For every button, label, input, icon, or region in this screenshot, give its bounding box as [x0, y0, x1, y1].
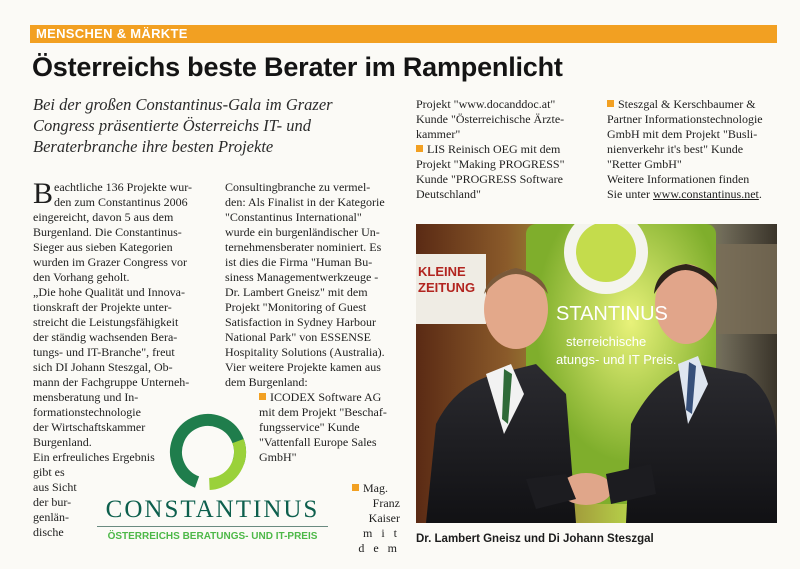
- text-line: mit dem Projekt "Beschaf-: [259, 405, 387, 419]
- text-line: der bur-: [33, 495, 72, 509]
- text-line: genlän-: [33, 510, 69, 524]
- text-line: Projekt "Making PROGRESS": [416, 157, 565, 171]
- text-line: mann der Fachgruppe Unterneh-: [33, 375, 190, 389]
- text-line: ternehmensberater nominiert. Es: [225, 240, 382, 254]
- article-column-4: [607, 97, 777, 202]
- text-line: Franz: [372, 496, 400, 510]
- more-info-prefix: Sie unter: [607, 187, 653, 201]
- bullet-item-kaiser: [352, 481, 400, 556]
- text-line: Burgenland.: [33, 435, 92, 449]
- bullet-square-icon: [352, 484, 359, 491]
- text-line: "Vattenfall Europe Sales: [259, 435, 377, 449]
- text-line: den zum Constantinus 2006: [54, 195, 188, 209]
- text-line: Dr. Lambert Gneisz" mit dem: [225, 285, 368, 299]
- text-line: siness Managementwerkzeuge -: [225, 270, 379, 284]
- text-line: GmbH": [259, 450, 297, 464]
- award-photo: [416, 224, 777, 523]
- text-line: Deutschland": [416, 187, 481, 201]
- article-column-3: [416, 97, 596, 202]
- text-line: tionskraft der Projekte unter-: [33, 300, 172, 314]
- photo-caption: Dr. Lambert Gneisz und Di Johann Steszgal: [416, 533, 654, 545]
- text-line: National Park" von ESSENSE: [225, 330, 371, 344]
- logo-wordmark: CONSTANTINUS: [105, 496, 320, 523]
- text-line: den: Als Finalist in der Kategorie: [225, 195, 385, 209]
- text-line: „Die hohe Qualität und Innova-: [33, 285, 185, 299]
- subhead-line: Congress präsentierte Österreichs IT- und: [33, 116, 312, 135]
- text-line: tungs- und IT-Branche", freut: [33, 345, 175, 359]
- text-line: m i t: [362, 526, 400, 540]
- text-line: der Wirtschaftskammer: [33, 420, 146, 434]
- text-line: LIS Reinisch OEG mit dem: [427, 142, 561, 156]
- logo-tagline: ÖSTERREICHS BERATUNGS- UND IT-PREIS: [107, 531, 318, 542]
- text-line: Projekt "www.docanddoc.at": [416, 97, 556, 111]
- text-line: Mag.: [363, 481, 388, 495]
- text-line: aus Sicht: [33, 480, 77, 494]
- text-line: wurden im Grazer Congress vor: [33, 255, 187, 269]
- text-line: "Retter GmbH": [607, 157, 682, 171]
- text-line: Weitere Informationen finden: [607, 172, 750, 186]
- bullet-square-icon: [607, 100, 614, 107]
- bullet-square-icon: [416, 145, 423, 152]
- text-line: mensberatung und In-: [33, 390, 139, 404]
- text-line: dem Burgenland:: [225, 375, 308, 389]
- constantinus-logo: [95, 412, 330, 552]
- text-line: Steszgal & Kerschbaumer &: [618, 97, 756, 111]
- text-line: eingereicht, davon 5 aus dem: [33, 210, 174, 224]
- text-line: Sieger aus sieben Kategorien: [33, 240, 173, 254]
- text-line: gibt es: [33, 465, 65, 479]
- text-line: formationstechnologie: [33, 405, 141, 419]
- svg-text:ZEITUNG: ZEITUNG: [418, 280, 476, 295]
- more-info-line: [607, 187, 777, 202]
- text-line: d e m: [358, 541, 400, 555]
- text-line: Kunde "Österreichische Ärzte-: [416, 112, 565, 126]
- text-line: "Constantinus International": [225, 210, 362, 224]
- text-line: ICODEX Software AG: [270, 390, 382, 404]
- text-line: Vier weitere Projekte kamen aus: [225, 360, 381, 374]
- text-line: Consultingbranche zu vermel-: [225, 180, 371, 194]
- text-line: Burgenland. Die Constantinus-: [33, 225, 182, 239]
- bullet-square-icon: [259, 393, 266, 400]
- text-line: nienverkehr it's best" Kunde: [607, 142, 744, 156]
- sign-text: atungs- und IT Preis.: [556, 352, 677, 367]
- text-line: dische: [33, 525, 64, 539]
- text-line: kammer": [416, 127, 461, 141]
- website-link[interactable]: www.constantinus.net: [653, 187, 759, 201]
- text-line: eachtliche 136 Projekte wur-: [54, 180, 193, 194]
- text-line: den Vorhang geholt.: [33, 270, 130, 284]
- section-bar: [30, 25, 777, 43]
- logo-divider: [97, 526, 328, 527]
- drop-cap: B: [33, 177, 54, 210]
- text-line: der ständig wachsenden Bera-: [33, 330, 178, 344]
- subhead-line: Bei der großen Constantinus-Gala im Grazer: [33, 95, 333, 114]
- subhead-line: Beraterbranche ihre besten Projekte: [33, 137, 274, 156]
- subhead: [33, 94, 393, 157]
- text-line: Satisfaction in Sydney Harbour: [225, 315, 376, 329]
- text-line: Projekt "Monitoring of Guest: [225, 300, 367, 314]
- text-line: GmbH mit dem Projekt "Busli-: [607, 127, 758, 141]
- sign-text: sterreichische: [566, 334, 647, 349]
- text-line: fungsservice" Kunde: [259, 420, 360, 434]
- text-line: ist dies die Firma "Human Bu-: [225, 255, 373, 269]
- text-line: streicht die Leistungsfähigkeit: [33, 315, 179, 329]
- banner-text: KLEINE: [418, 264, 466, 279]
- text-line: Partner Informationstechnologie: [607, 112, 763, 126]
- sign-text: STANTINUS: [556, 303, 668, 325]
- text-line: Hospitality Solutions (Australia).: [225, 345, 385, 359]
- headline: Österreichs beste Berater im Rampenlicht: [32, 52, 563, 82]
- text-line: Ein erfreuliches Ergebnis: [33, 450, 155, 464]
- text-line: wurde ein burgenländischer Un-: [225, 225, 380, 239]
- text-line: Kunde "PROGRESS Software: [416, 172, 563, 186]
- text-line: Kaiser: [368, 511, 400, 525]
- text-line: sich DI Johann Steszgal, Ob-: [33, 360, 173, 374]
- more-info-suffix: .: [758, 187, 762, 201]
- section-label: MENSCHEN & MÄRKTE: [36, 26, 188, 41]
